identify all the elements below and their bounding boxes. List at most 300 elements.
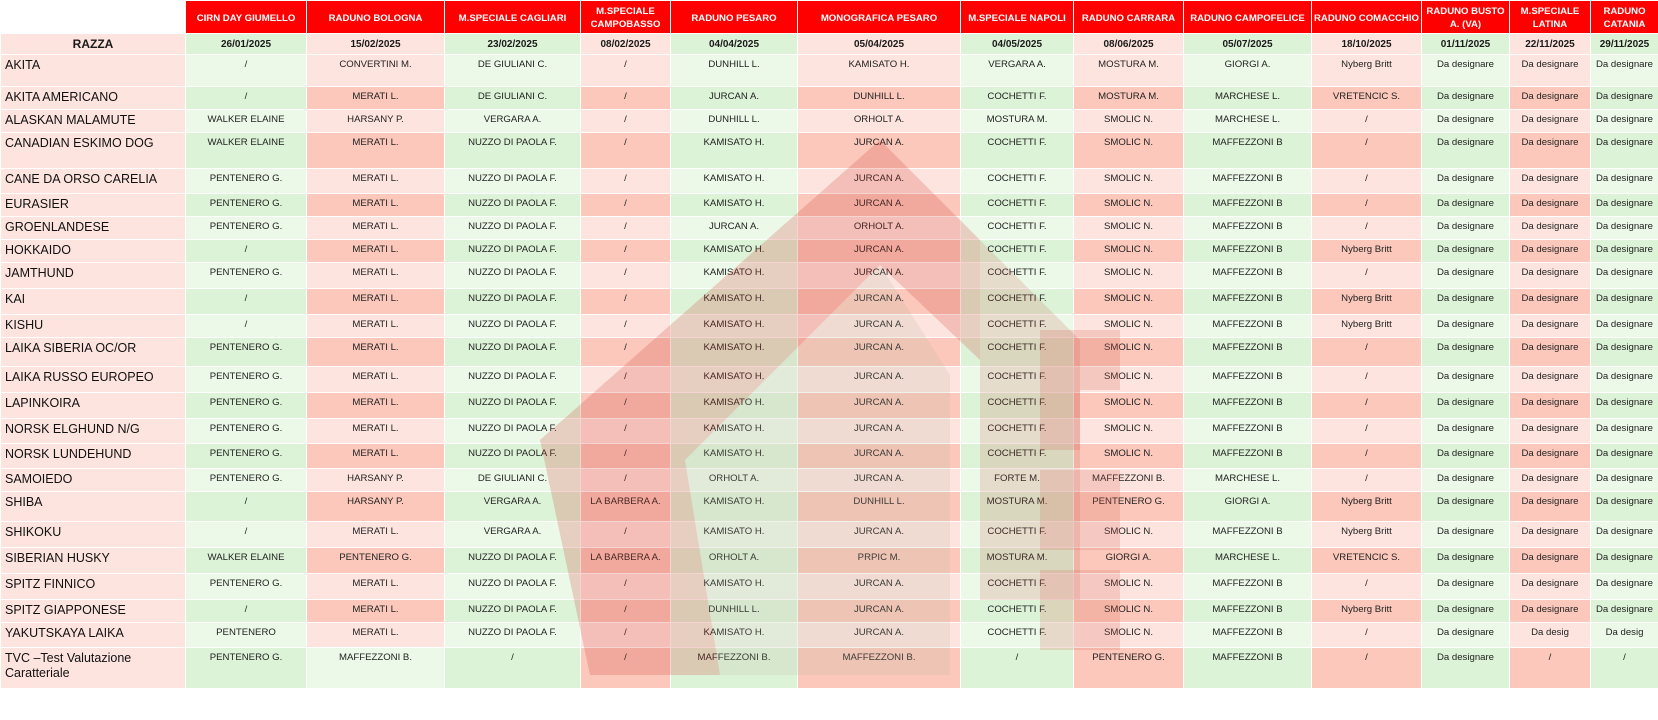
judge-cell: Da designare: [1422, 110, 1510, 133]
judge-cell: /: [1312, 444, 1422, 469]
judge-cell: COCHETTI F.: [961, 87, 1074, 110]
judge-cell: MAFFEZZONI B.: [798, 648, 961, 689]
event-date: 08/02/2025: [581, 34, 671, 55]
judge-cell: SMOLIC N.: [1074, 169, 1184, 194]
judge-cell: /: [1591, 648, 1658, 689]
judge-cell: NUZZO DI PAOLA F.: [445, 240, 581, 263]
judge-cell: /: [1312, 217, 1422, 240]
event-date: 18/10/2025: [1312, 34, 1422, 55]
judge-cell: Da designare: [1422, 240, 1510, 263]
judge-cell: KAMISATO H.: [671, 194, 798, 217]
breed-row: [1, 315, 1658, 338]
breed-row: [1, 522, 1658, 548]
judge-cell: MAFFEZZONI B: [1184, 315, 1312, 338]
breed-name: NORSK LUNDEHUND: [1, 444, 186, 469]
judge-cell: MAFFEZZONI B: [1184, 574, 1312, 600]
judge-cell: MAFFEZZONI B: [1184, 522, 1312, 548]
judge-cell: PENTENERO G.: [186, 263, 307, 289]
judge-cell: NUZZO DI PAOLA F.: [445, 623, 581, 648]
judge-cell: Da designare: [1591, 548, 1658, 574]
event-date: 26/01/2025: [186, 34, 307, 55]
judge-cell: KAMISATO H.: [671, 240, 798, 263]
breed-row: [1, 623, 1658, 648]
judge-cell: NUZZO DI PAOLA F.: [445, 444, 581, 469]
judge-cell: Da designare: [1422, 444, 1510, 469]
breed-name: LAPINKOIRA: [1, 393, 186, 419]
judge-cell: Nyberg Britt: [1312, 315, 1422, 338]
judge-cell: /: [581, 289, 671, 315]
judge-cell: PENTENERO G.: [186, 469, 307, 492]
judge-cell: MERATI L.: [307, 367, 445, 393]
judge-cell: SMOLIC N.: [1074, 623, 1184, 648]
judge-cell: /: [581, 469, 671, 492]
judge-cell: KAMISATO H.: [671, 367, 798, 393]
judge-cell: Da designare: [1422, 648, 1510, 689]
judge-cell: /: [445, 648, 581, 689]
judge-cell: Da designare: [1422, 623, 1510, 648]
event-header: RADUNO BOLOGNA: [307, 1, 445, 34]
judge-cell: Da designare: [1510, 263, 1591, 289]
judge-cell: COCHETTI F.: [961, 289, 1074, 315]
judge-cell: Da designare: [1510, 110, 1591, 133]
judge-cell: /: [186, 289, 307, 315]
breed-name: NORSK ELGHUND N/G: [1, 419, 186, 444]
judge-cell: COCHETTI F.: [961, 338, 1074, 367]
judge-cell: PENTENERO G.: [186, 444, 307, 469]
judge-cell: /: [581, 623, 671, 648]
judge-cell: MERATI L.: [307, 133, 445, 169]
breed-name: SHIKOKU: [1, 522, 186, 548]
judge-cell: JURCAN A.: [798, 522, 961, 548]
judge-cell: NUZZO DI PAOLA F.: [445, 600, 581, 623]
judge-cell: MAFFEZZONI B: [1184, 393, 1312, 419]
judge-cell: /: [1312, 194, 1422, 217]
breed-row: [1, 289, 1658, 315]
judge-cell: /: [581, 600, 671, 623]
judge-cell: VERGARA A.: [445, 110, 581, 133]
judge-cell: /: [581, 263, 671, 289]
judge-cell: /: [186, 315, 307, 338]
breed-row: [1, 367, 1658, 393]
judge-cell: Da designare: [1422, 315, 1510, 338]
judge-cell: LA BARBERA A.: [581, 548, 671, 574]
breed-row: [1, 338, 1658, 367]
judge-cell: /: [1312, 367, 1422, 393]
judge-cell: KAMISATO H.: [671, 133, 798, 169]
judge-cell: /: [1510, 648, 1591, 689]
event-date: 15/02/2025: [307, 34, 445, 55]
judge-cell: JURCAN A.: [798, 289, 961, 315]
judge-cell: NUZZO DI PAOLA F.: [445, 367, 581, 393]
judge-cell: /: [581, 338, 671, 367]
judge-cell: MERATI L.: [307, 419, 445, 444]
judge-cell: /: [581, 315, 671, 338]
breed-name: CANE DA ORSO CARELIA: [1, 169, 186, 194]
judge-cell: MERATI L.: [307, 194, 445, 217]
breed-name: KISHU: [1, 315, 186, 338]
judge-cell: MOSTURA M.: [961, 110, 1074, 133]
judge-cell: MAFFEZZONI B: [1184, 240, 1312, 263]
judge-cell: NUZZO DI PAOLA F.: [445, 194, 581, 217]
judge-cell: /: [1312, 338, 1422, 367]
judge-cell: /: [961, 648, 1074, 689]
breed-name: LAIKA SIBERIA OC/OR: [1, 338, 186, 367]
judge-cell: Da designare: [1422, 289, 1510, 315]
judge-cell: MOSTURA M.: [961, 492, 1074, 522]
breed-row: [1, 574, 1658, 600]
judge-cell: PENTENERO G.: [1074, 648, 1184, 689]
judge-cell: COCHETTI F.: [961, 623, 1074, 648]
judge-cell: KAMISATO H.: [798, 55, 961, 87]
judge-cell: WALKER ELAINE: [186, 548, 307, 574]
judge-cell: MERATI L.: [307, 169, 445, 194]
judge-cell: MERATI L.: [307, 87, 445, 110]
judge-cell: Da designare: [1591, 419, 1658, 444]
breed-row: [1, 55, 1658, 87]
judge-cell: Da designare: [1422, 87, 1510, 110]
judge-cell: COCHETTI F.: [961, 444, 1074, 469]
judge-cell: Nyberg Britt: [1312, 492, 1422, 522]
judge-cell: MERATI L.: [307, 522, 445, 548]
judge-cell: NUZZO DI PAOLA F.: [445, 169, 581, 194]
judge-cell: CONVERTINI M.: [307, 55, 445, 87]
judge-cell: MARCHESE L.: [1184, 87, 1312, 110]
judge-cell: /: [581, 240, 671, 263]
judge-cell: Da designare: [1591, 240, 1658, 263]
judge-cell: /: [1312, 469, 1422, 492]
judge-cell: FORTE M.: [961, 469, 1074, 492]
judge-cell: MERATI L.: [307, 217, 445, 240]
judge-cell: MAFFEZZONI B: [1184, 217, 1312, 240]
breed-name: AKITA: [1, 55, 186, 87]
breed-row: [1, 469, 1658, 492]
judge-cell: VERGARA A.: [445, 522, 581, 548]
judge-cell: /: [581, 133, 671, 169]
judge-cell: COCHETTI F.: [961, 194, 1074, 217]
judge-cell: PENTENERO G.: [186, 648, 307, 689]
judge-cell: Da designare: [1591, 338, 1658, 367]
judge-cell: /: [581, 574, 671, 600]
judge-cell: KAMISATO H.: [671, 623, 798, 648]
judge-cell: MERATI L.: [307, 574, 445, 600]
judge-cell: MARCHESE L.: [1184, 110, 1312, 133]
judge-cell: MAFFEZZONI B: [1184, 600, 1312, 623]
judge-cell: ORHOLT A.: [671, 469, 798, 492]
judge-cell: Da designare: [1591, 133, 1658, 169]
breed-row: [1, 263, 1658, 289]
judge-cell: VRETENCIC S.: [1312, 87, 1422, 110]
judge-cell: Da designare: [1510, 600, 1591, 623]
judge-cell: MAFFEZZONI B: [1184, 289, 1312, 315]
breed-name: KAI: [1, 289, 186, 315]
judge-cell: SMOLIC N.: [1074, 240, 1184, 263]
breed-name: EURASIER: [1, 194, 186, 217]
judge-cell: /: [186, 87, 307, 110]
judge-cell: MOSTURA M.: [1074, 87, 1184, 110]
judge-cell: Da designare: [1510, 492, 1591, 522]
breed-name: SAMOIEDO: [1, 469, 186, 492]
event-header: MONOGRAFICA PESARO: [798, 1, 961, 34]
judge-cell: LA BARBERA A.: [581, 492, 671, 522]
judge-cell: Da designare: [1422, 217, 1510, 240]
judge-cell: Da designare: [1422, 367, 1510, 393]
judge-cell: Da designare: [1422, 263, 1510, 289]
judge-cell: /: [1312, 623, 1422, 648]
dates-row: [1, 34, 1658, 55]
judge-cell: JURCAN A.: [798, 240, 961, 263]
judge-cell: KAMISATO H.: [671, 574, 798, 600]
judge-cell: JURCAN A.: [798, 338, 961, 367]
judge-cell: KAMISATO H.: [671, 169, 798, 194]
judge-cell: KAMISATO H.: [671, 419, 798, 444]
judge-cell: /: [1312, 419, 1422, 444]
judge-cell: COCHETTI F.: [961, 263, 1074, 289]
judge-cell: /: [581, 522, 671, 548]
judge-cell: MARCHESE L.: [1184, 548, 1312, 574]
judge-cell: DE GIULIANI C.: [445, 87, 581, 110]
judge-cell: /: [581, 367, 671, 393]
judge-cell: DE GIULIANI C.: [445, 55, 581, 87]
judge-cell: PENTENERO G.: [186, 169, 307, 194]
judge-cell: DUNHILL L.: [798, 492, 961, 522]
event-header: M.SPECIALE NAPOLI: [961, 1, 1074, 34]
judge-cell: /: [1312, 169, 1422, 194]
judge-cell: Da designare: [1422, 169, 1510, 194]
breed-name: GROENLANDESE: [1, 217, 186, 240]
judge-cell: WALKER ELAINE: [186, 133, 307, 169]
judge-cell: /: [186, 55, 307, 87]
judge-cell: Da designare: [1422, 469, 1510, 492]
judge-cell: Da designare: [1422, 338, 1510, 367]
judge-cell: Da designare: [1510, 548, 1591, 574]
judge-cell: Da designare: [1591, 444, 1658, 469]
judge-cell: SMOLIC N.: [1074, 194, 1184, 217]
judge-cell: Da designare: [1510, 133, 1591, 169]
judge-cell: MAFFEZZONI B: [1184, 444, 1312, 469]
judge-cell: JURCAN A.: [671, 217, 798, 240]
judge-cell: /: [581, 55, 671, 87]
judge-cell: Da designare: [1591, 522, 1658, 548]
judge-cell: Da designare: [1510, 240, 1591, 263]
judge-cell: DE GIULIANI C.: [445, 469, 581, 492]
judge-cell: Da designare: [1591, 315, 1658, 338]
judge-cell: JURCAN A.: [798, 367, 961, 393]
judge-cell: Da designare: [1591, 367, 1658, 393]
judge-cell: COCHETTI F.: [961, 315, 1074, 338]
breed-row: [1, 648, 1658, 689]
judge-cell: JURCAN A.: [798, 574, 961, 600]
judge-cell: Da designare: [1422, 419, 1510, 444]
judge-cell: COCHETTI F.: [961, 133, 1074, 169]
judge-cell: VERGARA A.: [445, 492, 581, 522]
breed-name: SPITZ FINNICO: [1, 574, 186, 600]
judge-cell: JURCAN A.: [798, 623, 961, 648]
breed-name: CANADIAN ESKIMO DOG: [1, 133, 186, 169]
judge-cell: Da designare: [1591, 169, 1658, 194]
judge-cell: Da designare: [1422, 393, 1510, 419]
judge-cell: PENTENERO: [186, 623, 307, 648]
judge-cell: NUZZO DI PAOLA F.: [445, 548, 581, 574]
header-row: [1, 1, 1658, 34]
judge-cell: MAFFEZZONI B: [1184, 623, 1312, 648]
judge-cell: COCHETTI F.: [961, 522, 1074, 548]
breed-row: [1, 444, 1658, 469]
judge-cell: Da designare: [1591, 492, 1658, 522]
judge-cell: PENTENERO G.: [186, 574, 307, 600]
judge-cell: Nyberg Britt: [1312, 240, 1422, 263]
judge-cell: NUZZO DI PAOLA F.: [445, 574, 581, 600]
judge-cell: SMOLIC N.: [1074, 600, 1184, 623]
event-date: 05/07/2025: [1184, 34, 1312, 55]
judge-cell: Da designare: [1510, 194, 1591, 217]
judge-cell: MERATI L.: [307, 263, 445, 289]
judge-cell: MAFFEZZONI B: [1184, 169, 1312, 194]
event-date: 29/11/2025: [1591, 34, 1658, 55]
judge-cell: GIORGI A.: [1184, 492, 1312, 522]
judge-cell: MAFFEZZONI B: [1184, 194, 1312, 217]
judge-cell: Da designare: [1510, 169, 1591, 194]
judge-cell: /: [186, 492, 307, 522]
judge-cell: /: [581, 194, 671, 217]
judge-cell: KAMISATO H.: [671, 522, 798, 548]
judge-cell: SMOLIC N.: [1074, 522, 1184, 548]
judge-cell: KAMISATO H.: [671, 393, 798, 419]
judge-cell: Da designare: [1510, 289, 1591, 315]
breed-name: AKITA AMERICANO: [1, 87, 186, 110]
judge-cell: /: [1312, 263, 1422, 289]
judge-cell: Da designare: [1422, 548, 1510, 574]
judge-cell: MERATI L.: [307, 289, 445, 315]
judge-cell: NUZZO DI PAOLA F.: [445, 315, 581, 338]
judge-cell: SMOLIC N.: [1074, 217, 1184, 240]
judge-cell: JURCAN A.: [798, 194, 961, 217]
event-header: M.SPECIALE CAGLIARI: [445, 1, 581, 34]
event-header: RADUNO BUSTO A. (VA): [1422, 1, 1510, 34]
event-header: RADUNO CATANIA: [1591, 1, 1658, 34]
breed-name: SPITZ GIAPPONESE: [1, 600, 186, 623]
judge-cell: JURCAN A.: [798, 393, 961, 419]
judge-cell: NUZZO DI PAOLA F.: [445, 217, 581, 240]
judge-cell: KAMISATO H.: [671, 289, 798, 315]
event-header: CIRN DAY GIUMELLO: [186, 1, 307, 34]
event-header: RADUNO CARRARA: [1074, 1, 1184, 34]
judge-cell: JURCAN A.: [798, 600, 961, 623]
judge-cell: MERATI L.: [307, 623, 445, 648]
judge-cell: PENTENERO G.: [186, 338, 307, 367]
judge-cell: Da desig: [1510, 623, 1591, 648]
judge-cell: COCHETTI F.: [961, 393, 1074, 419]
judge-cell: JURCAN A.: [798, 315, 961, 338]
breed-name: SHIBA: [1, 492, 186, 522]
judge-cell: Da designare: [1591, 393, 1658, 419]
judge-cell: SMOLIC N.: [1074, 315, 1184, 338]
event-date: 04/05/2025: [961, 34, 1074, 55]
judge-cell: /: [581, 169, 671, 194]
event-header: RADUNO COMACCHIO: [1312, 1, 1422, 34]
judge-cell: Da designare: [1422, 492, 1510, 522]
judge-cell: Da designare: [1422, 600, 1510, 623]
judge-cell: MAFFEZZONI B: [1184, 367, 1312, 393]
judge-cell: NUZZO DI PAOLA F.: [445, 133, 581, 169]
breed-row: [1, 217, 1658, 240]
judge-cell: Da designare: [1510, 55, 1591, 87]
judge-cell: /: [186, 522, 307, 548]
judge-cell: Da designare: [1510, 87, 1591, 110]
judge-cell: Da designare: [1422, 55, 1510, 87]
judge-cell: MAFFEZZONI B.: [307, 648, 445, 689]
judge-cell: /: [186, 240, 307, 263]
judge-cell: ORHOLT A.: [671, 548, 798, 574]
event-date: 05/04/2025: [798, 34, 961, 55]
judge-cell: MAFFEZZONI B: [1184, 133, 1312, 169]
judge-cell: /: [581, 648, 671, 689]
judge-cell: Da designare: [1591, 263, 1658, 289]
breed-row: [1, 419, 1658, 444]
judge-cell: MOSTURA M.: [1074, 55, 1184, 87]
judge-cell: MAFFEZZONI B: [1184, 648, 1312, 689]
judge-cell: PENTENERO G.: [186, 367, 307, 393]
breed-row: [1, 492, 1658, 522]
judge-cell: COCHETTI F.: [961, 574, 1074, 600]
breed-row: [1, 110, 1658, 133]
judge-cell: MAFFEZZONI B: [1184, 263, 1312, 289]
judge-cell: COCHETTI F.: [961, 169, 1074, 194]
judge-cell: NUZZO DI PAOLA F.: [445, 419, 581, 444]
judge-cell: MAFFEZZONI B: [1184, 338, 1312, 367]
judge-cell: JURCAN A.: [798, 469, 961, 492]
event-header: M.SPECIALE CAMPOBASSO: [581, 1, 671, 34]
event-date: 22/11/2025: [1510, 34, 1591, 55]
breed-name: JAMTHUND: [1, 263, 186, 289]
judge-cell: PENTENERO G.: [307, 548, 445, 574]
judge-cell: PENTENERO G.: [186, 217, 307, 240]
judge-cell: /: [1312, 393, 1422, 419]
judge-cell: COCHETTI F.: [961, 600, 1074, 623]
breed-row: [1, 194, 1658, 217]
header-corner: [1, 1, 186, 34]
judge-cell: COCHETTI F.: [961, 240, 1074, 263]
event-header: RADUNO CAMPOFELICE: [1184, 1, 1312, 34]
judge-cell: NUZZO DI PAOLA F.: [445, 393, 581, 419]
judge-cell: COCHETTI F.: [961, 367, 1074, 393]
judge-cell: Nyberg Britt: [1312, 600, 1422, 623]
judge-cell: Da designare: [1591, 87, 1658, 110]
judge-cell: KAMISATO H.: [671, 263, 798, 289]
judge-cell: SMOLIC N.: [1074, 133, 1184, 169]
breed-name: ALASKAN MALAMUTE: [1, 110, 186, 133]
judge-cell: DUNHILL L.: [798, 87, 961, 110]
judge-cell: MAFFEZZONI B: [1184, 419, 1312, 444]
judge-cell: Da designare: [1591, 110, 1658, 133]
judge-cell: MARCHESE L.: [1184, 469, 1312, 492]
event-date: 23/02/2025: [445, 34, 581, 55]
judge-cell: Da designare: [1591, 574, 1658, 600]
judge-cell: VRETENCIC S.: [1312, 548, 1422, 574]
judge-cell: HARSANY P.: [307, 110, 445, 133]
judge-cell: NUZZO DI PAOLA F.: [445, 338, 581, 367]
judge-cell: JURCAN A.: [798, 263, 961, 289]
judge-cell: SMOLIC N.: [1074, 574, 1184, 600]
judge-cell: Da designare: [1510, 522, 1591, 548]
judge-cell: Da designare: [1510, 393, 1591, 419]
judge-cell: PRPIC M.: [798, 548, 961, 574]
judge-cell: Da designare: [1510, 574, 1591, 600]
judge-cell: /: [581, 87, 671, 110]
judge-cell: /: [581, 444, 671, 469]
breed-row: [1, 133, 1658, 169]
judge-cell: SMOLIC N.: [1074, 393, 1184, 419]
judge-cell: WALKER ELAINE: [186, 110, 307, 133]
